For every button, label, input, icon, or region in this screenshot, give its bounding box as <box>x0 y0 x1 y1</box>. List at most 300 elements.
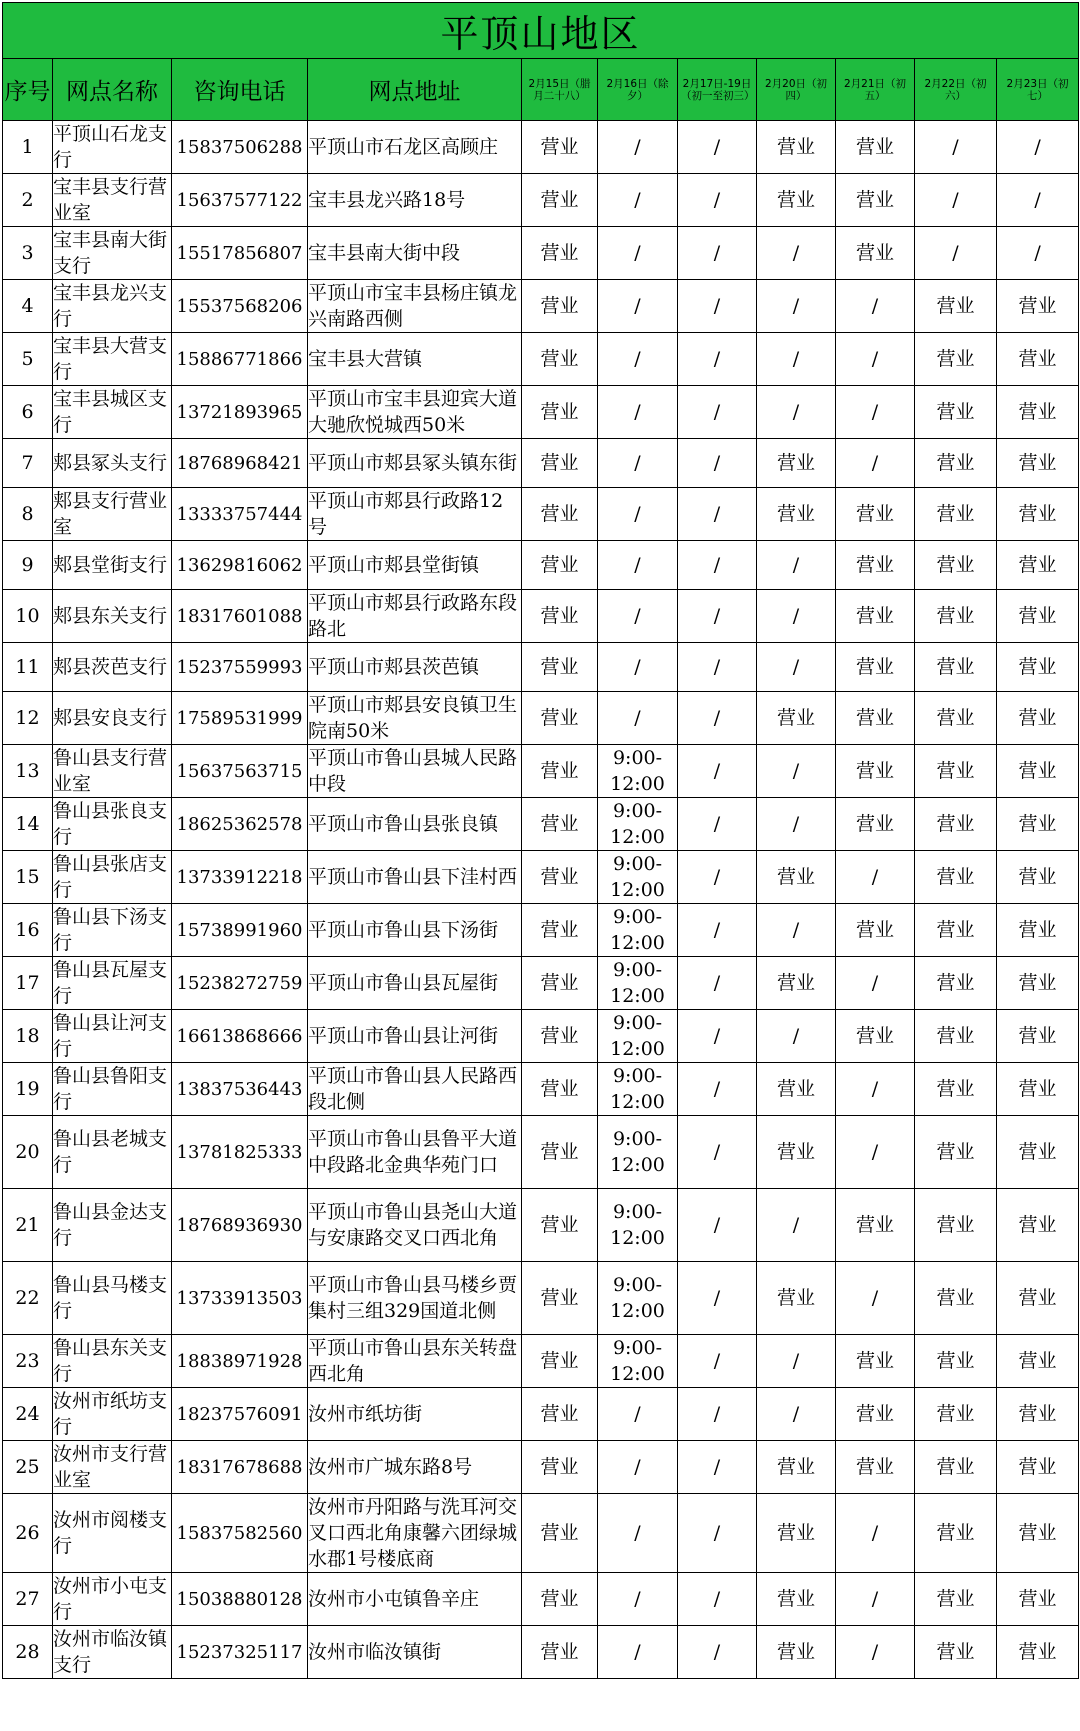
row-number: 24 <box>3 1388 53 1441</box>
row-number: 12 <box>3 692 53 745</box>
row-number: 1 <box>3 121 53 174</box>
day-status: 营业 <box>997 798 1079 851</box>
column-header: 2月21日（初五） <box>836 59 915 121</box>
day-status: / <box>757 1335 836 1388</box>
day-status: / <box>836 1573 915 1626</box>
day-status: 营业 <box>757 121 836 174</box>
branch-address: 平顶山市石龙区高顾庄 <box>308 121 522 174</box>
day-status: 营业 <box>757 488 836 541</box>
day-status: / <box>678 957 757 1010</box>
row-number: 15 <box>3 851 53 904</box>
table-row <box>3 1494 1079 1573</box>
day-status: / <box>836 851 915 904</box>
day-status: / <box>836 333 915 386</box>
day-status: 9:00-12:00 <box>598 745 678 798</box>
day-status: / <box>598 1388 678 1441</box>
branch-name: 郏县支行营业室 <box>53 488 172 541</box>
day-status: 9:00-12:00 <box>598 1010 678 1063</box>
day-status: 营业 <box>522 1388 598 1441</box>
table-row <box>3 386 1079 439</box>
day-status: / <box>598 439 678 488</box>
table-row <box>3 1189 1079 1262</box>
branch-phone: 15517856807 <box>172 227 308 280</box>
day-status: / <box>915 227 997 280</box>
day-status: / <box>678 1573 757 1626</box>
branch-name: 鲁山县老城支行 <box>53 1116 172 1189</box>
row-number: 8 <box>3 488 53 541</box>
day-status: 营业 <box>522 1262 598 1335</box>
day-status: 营业 <box>522 590 598 643</box>
day-status: 营业 <box>915 1441 997 1494</box>
branch-address: 平顶山市宝丰县杨庄镇龙兴南路西侧 <box>308 280 522 333</box>
branch-name: 鲁山县瓦屋支行 <box>53 957 172 1010</box>
day-status: 9:00-12:00 <box>598 1189 678 1262</box>
day-status: 营业 <box>757 1573 836 1626</box>
day-status: 营业 <box>915 957 997 1010</box>
branch-name: 宝丰县城区支行 <box>53 386 172 439</box>
row-number: 4 <box>3 280 53 333</box>
day-status: / <box>678 333 757 386</box>
day-status: / <box>598 227 678 280</box>
branch-name: 郏县冢头支行 <box>53 439 172 488</box>
day-status: / <box>678 1441 757 1494</box>
day-status: / <box>757 1388 836 1441</box>
branch-address: 宝丰县南大街中段 <box>308 227 522 280</box>
branch-phone: 15237325117 <box>172 1626 308 1679</box>
day-status: / <box>836 280 915 333</box>
day-status: 营业 <box>915 851 997 904</box>
day-status: 营业 <box>836 174 915 227</box>
table-row <box>3 957 1079 1010</box>
branch-address: 平顶山市鲁山县下汤街 <box>308 904 522 957</box>
column-header: 咨询电话 <box>172 59 308 121</box>
day-status: / <box>836 1116 915 1189</box>
day-status: 营业 <box>836 1010 915 1063</box>
day-status: 营业 <box>915 643 997 692</box>
day-status: 营业 <box>757 1626 836 1679</box>
day-status: / <box>915 121 997 174</box>
day-status: / <box>757 798 836 851</box>
day-status: 9:00-12:00 <box>598 904 678 957</box>
row-number: 5 <box>3 333 53 386</box>
day-status: / <box>757 643 836 692</box>
branch-name: 宝丰县龙兴支行 <box>53 280 172 333</box>
day-status: 营业 <box>522 541 598 590</box>
day-status: 营业 <box>915 1116 997 1189</box>
day-status: 营业 <box>522 1116 598 1189</box>
row-number: 25 <box>3 1441 53 1494</box>
day-status: 营业 <box>522 851 598 904</box>
branch-name: 汝州市小屯支行 <box>53 1573 172 1626</box>
day-status: / <box>757 904 836 957</box>
branch-name: 汝州市支行营业室 <box>53 1441 172 1494</box>
day-status: 9:00-12:00 <box>598 1262 678 1335</box>
day-status: / <box>678 439 757 488</box>
day-status: 营业 <box>757 1063 836 1116</box>
column-header: 网点地址 <box>308 59 522 121</box>
day-status: 营业 <box>757 1262 836 1335</box>
day-status: / <box>598 333 678 386</box>
day-status: 营业 <box>757 957 836 1010</box>
day-status: / <box>678 1262 757 1335</box>
branch-name: 汝州市纸坊支行 <box>53 1388 172 1441</box>
table-row <box>3 643 1079 692</box>
row-number: 17 <box>3 957 53 1010</box>
day-status: 营业 <box>915 541 997 590</box>
day-status: 营业 <box>997 488 1079 541</box>
day-status: 营业 <box>836 541 915 590</box>
day-status: 营业 <box>997 1573 1079 1626</box>
branch-address: 宝丰县龙兴路18号 <box>308 174 522 227</box>
day-status: 营业 <box>997 1189 1079 1262</box>
table-row <box>3 904 1079 957</box>
day-status: 营业 <box>522 798 598 851</box>
row-number: 13 <box>3 745 53 798</box>
branch-name: 郏县茨芭支行 <box>53 643 172 692</box>
day-status: / <box>598 1626 678 1679</box>
day-status: 营业 <box>915 1573 997 1626</box>
day-status: 营业 <box>836 692 915 745</box>
row-number: 20 <box>3 1116 53 1189</box>
day-status: / <box>678 851 757 904</box>
day-status: 营业 <box>836 798 915 851</box>
day-status: 营业 <box>522 174 598 227</box>
day-status: 营业 <box>915 488 997 541</box>
row-number: 19 <box>3 1063 53 1116</box>
day-status: / <box>598 488 678 541</box>
day-status: 营业 <box>836 1441 915 1494</box>
day-status: / <box>598 121 678 174</box>
day-status: 营业 <box>997 1262 1079 1335</box>
column-header: 2月22日（初六） <box>915 59 997 121</box>
day-status: / <box>678 692 757 745</box>
day-status: / <box>678 386 757 439</box>
day-status: 营业 <box>522 643 598 692</box>
branch-address: 平顶山市鲁山县马楼乡贾集村三组329国道北侧 <box>308 1262 522 1335</box>
branch-phone: 13733912218 <box>172 851 308 904</box>
day-status: / <box>997 121 1079 174</box>
table-row <box>3 121 1079 174</box>
row-number: 10 <box>3 590 53 643</box>
day-status: 营业 <box>997 1626 1079 1679</box>
row-number: 28 <box>3 1626 53 1679</box>
day-status: / <box>598 1494 678 1573</box>
table-row <box>3 745 1079 798</box>
branch-phone: 13733913503 <box>172 1262 308 1335</box>
day-status: / <box>997 227 1079 280</box>
branch-phone: 13781825333 <box>172 1116 308 1189</box>
branch-phone: 18768968421 <box>172 439 308 488</box>
day-status: / <box>757 745 836 798</box>
branch-phone: 15886771866 <box>172 333 308 386</box>
table-row <box>3 798 1079 851</box>
branch-address: 平顶山市郏县行政路东段路北 <box>308 590 522 643</box>
column-header: 2月20日（初四） <box>757 59 836 121</box>
day-status: 营业 <box>522 439 598 488</box>
day-status: / <box>678 174 757 227</box>
branch-address: 汝州市临汝镇街 <box>308 1626 522 1679</box>
branch-address: 平顶山市鲁山县东关转盘西北角 <box>308 1335 522 1388</box>
branch-phone: 15537568206 <box>172 280 308 333</box>
day-status: 9:00-12:00 <box>598 957 678 1010</box>
day-status: 营业 <box>836 227 915 280</box>
day-status: / <box>598 590 678 643</box>
day-status: / <box>678 1189 757 1262</box>
branch-phone: 16613868666 <box>172 1010 308 1063</box>
branch-phone: 15637577122 <box>172 174 308 227</box>
day-status: 营业 <box>997 1116 1079 1189</box>
day-status: 营业 <box>836 121 915 174</box>
day-status: 营业 <box>997 280 1079 333</box>
branch-phone: 15837506288 <box>172 121 308 174</box>
day-status: 营业 <box>997 1010 1079 1063</box>
day-status: / <box>678 1116 757 1189</box>
branch-address: 平顶山市鲁山县鲁平大道中段路北金典华苑门口 <box>308 1116 522 1189</box>
day-status: 营业 <box>997 851 1079 904</box>
day-status: 营业 <box>522 386 598 439</box>
day-status: / <box>598 386 678 439</box>
day-status: / <box>757 280 836 333</box>
day-status: 营业 <box>915 333 997 386</box>
row-number: 3 <box>3 227 53 280</box>
branch-name: 汝州市阅楼支行 <box>53 1494 172 1573</box>
day-status: 营业 <box>997 439 1079 488</box>
branch-address: 汝州市纸坊街 <box>308 1388 522 1441</box>
day-status: 营业 <box>757 174 836 227</box>
branch-phone: 15237559993 <box>172 643 308 692</box>
branch-address: 平顶山市郏县行政路12号 <box>308 488 522 541</box>
day-status: 9:00-12:00 <box>598 1116 678 1189</box>
row-number: 26 <box>3 1494 53 1573</box>
day-status: 营业 <box>522 1010 598 1063</box>
branch-phone: 18237576091 <box>172 1388 308 1441</box>
day-status: / <box>836 957 915 1010</box>
branch-name: 鲁山县张店支行 <box>53 851 172 904</box>
branch-phone: 18838971928 <box>172 1335 308 1388</box>
day-status: 营业 <box>915 904 997 957</box>
table-row <box>3 1388 1079 1441</box>
row-number: 16 <box>3 904 53 957</box>
day-status: / <box>678 590 757 643</box>
row-number: 18 <box>3 1010 53 1063</box>
branch-phone: 13333757444 <box>172 488 308 541</box>
branch-address: 平顶山市郏县茨芭镇 <box>308 643 522 692</box>
day-status: / <box>678 745 757 798</box>
day-status: / <box>836 1494 915 1573</box>
branch-phone: 18768936930 <box>172 1189 308 1262</box>
day-status: 营业 <box>757 1116 836 1189</box>
branch-address: 宝丰县大营镇 <box>308 333 522 386</box>
day-status: / <box>836 1262 915 1335</box>
day-status: 营业 <box>836 643 915 692</box>
table-row <box>3 1010 1079 1063</box>
row-number: 7 <box>3 439 53 488</box>
table-title: 平顶山地区 <box>3 3 1079 59</box>
branch-address: 汝州市丹阳路与洗耳河交叉口西北角康馨六团绿城水郡1号楼底商 <box>308 1494 522 1573</box>
branch-name: 郏县堂街支行 <box>53 541 172 590</box>
day-status: 营业 <box>522 488 598 541</box>
day-status: 营业 <box>997 541 1079 590</box>
row-number: 6 <box>3 386 53 439</box>
table-row <box>3 1441 1079 1494</box>
branch-phone: 17589531999 <box>172 692 308 745</box>
day-status: / <box>757 333 836 386</box>
day-status: 营业 <box>836 904 915 957</box>
branch-address: 汝州市小屯镇鲁辛庄 <box>308 1573 522 1626</box>
day-status: 营业 <box>997 1388 1079 1441</box>
branch-name: 鲁山县支行营业室 <box>53 745 172 798</box>
day-status: 营业 <box>915 1335 997 1388</box>
day-status: / <box>598 280 678 333</box>
branch-name: 鲁山县鲁阳支行 <box>53 1063 172 1116</box>
table-row <box>3 1063 1079 1116</box>
branch-name: 宝丰县大营支行 <box>53 333 172 386</box>
day-status: 营业 <box>522 1626 598 1679</box>
day-status: 营业 <box>915 1626 997 1679</box>
day-status: / <box>598 1441 678 1494</box>
day-status: / <box>678 1494 757 1573</box>
table-row <box>3 851 1079 904</box>
day-status: 营业 <box>836 1388 915 1441</box>
day-status: 营业 <box>915 1189 997 1262</box>
column-header: 网点名称 <box>53 59 172 121</box>
day-status: / <box>836 1626 915 1679</box>
branch-address: 平顶山市郏县堂街镇 <box>308 541 522 590</box>
day-status: 营业 <box>522 280 598 333</box>
table-row <box>3 439 1079 488</box>
day-status: 营业 <box>522 1189 598 1262</box>
branch-address: 平顶山市鲁山县下洼村西 <box>308 851 522 904</box>
day-status: 营业 <box>997 1063 1079 1116</box>
branch-name: 鲁山县马楼支行 <box>53 1262 172 1335</box>
day-status: / <box>678 1335 757 1388</box>
branch-phone: 15738991960 <box>172 904 308 957</box>
day-status: 9:00-12:00 <box>598 851 678 904</box>
branch-phone: 15038880128 <box>172 1573 308 1626</box>
row-number: 14 <box>3 798 53 851</box>
branch-address: 平顶山市鲁山县尧山大道与安康路交叉口西北角 <box>308 1189 522 1262</box>
day-status: / <box>836 1063 915 1116</box>
day-status: 营业 <box>522 1494 598 1573</box>
branch-name: 宝丰县支行营业室 <box>53 174 172 227</box>
day-status: / <box>598 541 678 590</box>
branch-phone: 18625362578 <box>172 798 308 851</box>
day-status: / <box>757 541 836 590</box>
day-status: 营业 <box>915 386 997 439</box>
day-status: 营业 <box>997 904 1079 957</box>
day-status: / <box>678 798 757 851</box>
day-status: 营业 <box>997 692 1079 745</box>
table-row <box>3 590 1079 643</box>
branch-address: 汝州市广城东路8号 <box>308 1441 522 1494</box>
table-row <box>3 1262 1079 1335</box>
branch-name: 鲁山县东关支行 <box>53 1335 172 1388</box>
branch-name: 鲁山县金达支行 <box>53 1189 172 1262</box>
day-status: 营业 <box>997 590 1079 643</box>
branch-phone: 13837536443 <box>172 1063 308 1116</box>
branch-address: 平顶山市郏县安良镇卫生院南50米 <box>308 692 522 745</box>
table-row <box>3 280 1079 333</box>
branch-schedule-table <box>2 2 1079 1679</box>
day-status: 营业 <box>522 1441 598 1494</box>
day-status: 营业 <box>757 439 836 488</box>
branch-name: 宝丰县南大街支行 <box>53 227 172 280</box>
day-status: 营业 <box>915 745 997 798</box>
table-row <box>3 1335 1079 1388</box>
day-status: 营业 <box>997 1441 1079 1494</box>
day-status: 营业 <box>757 1441 836 1494</box>
column-header: 序号 <box>3 59 53 121</box>
table-row <box>3 1626 1079 1679</box>
day-status: / <box>678 1010 757 1063</box>
day-status: 营业 <box>836 745 915 798</box>
day-status: 营业 <box>915 692 997 745</box>
day-status: / <box>836 439 915 488</box>
day-status: / <box>757 1010 836 1063</box>
branch-name: 郏县安良支行 <box>53 692 172 745</box>
branch-address: 平顶山市鲁山县城人民路中段 <box>308 745 522 798</box>
day-status: 营业 <box>522 745 598 798</box>
branch-name: 平顶山石龙支行 <box>53 121 172 174</box>
day-status: 营业 <box>522 692 598 745</box>
day-status: / <box>598 692 678 745</box>
day-status: / <box>757 227 836 280</box>
day-status: 营业 <box>915 1063 997 1116</box>
branch-name: 鲁山县张良支行 <box>53 798 172 851</box>
day-status: 9:00-12:00 <box>598 1335 678 1388</box>
table-row <box>3 1573 1079 1626</box>
day-status: 营业 <box>997 386 1079 439</box>
day-status: 营业 <box>522 333 598 386</box>
day-status: 营业 <box>915 1388 997 1441</box>
day-status: 9:00-12:00 <box>598 798 678 851</box>
day-status: 营业 <box>997 1494 1079 1573</box>
day-status: 9:00-12:00 <box>598 1063 678 1116</box>
day-status: / <box>678 643 757 692</box>
row-number: 9 <box>3 541 53 590</box>
table-row <box>3 174 1079 227</box>
day-status: 营业 <box>522 1573 598 1626</box>
branch-name: 鲁山县让河支行 <box>53 1010 172 1063</box>
day-status: 营业 <box>915 590 997 643</box>
table-row <box>3 333 1079 386</box>
day-status: 营业 <box>522 904 598 957</box>
day-status: 营业 <box>997 745 1079 798</box>
day-status: 营业 <box>522 121 598 174</box>
table-row <box>3 227 1079 280</box>
day-status: 营业 <box>915 1262 997 1335</box>
day-status: / <box>598 174 678 227</box>
day-status: / <box>757 590 836 643</box>
table-row <box>3 488 1079 541</box>
day-status: 营业 <box>915 798 997 851</box>
day-status: / <box>678 121 757 174</box>
day-status: 营业 <box>915 1494 997 1573</box>
day-status: 营业 <box>997 1335 1079 1388</box>
day-status: 营业 <box>757 692 836 745</box>
day-status: / <box>678 541 757 590</box>
day-status: 营业 <box>522 227 598 280</box>
day-status: 营业 <box>997 333 1079 386</box>
branch-name: 汝州市临汝镇支行 <box>53 1626 172 1679</box>
day-status: 营业 <box>522 1063 598 1116</box>
table-row <box>3 692 1079 745</box>
branch-phone: 18317678688 <box>172 1441 308 1494</box>
day-status: 营业 <box>522 1335 598 1388</box>
branch-phone: 15637563715 <box>172 745 308 798</box>
day-status: / <box>678 904 757 957</box>
day-status: 营业 <box>997 643 1079 692</box>
